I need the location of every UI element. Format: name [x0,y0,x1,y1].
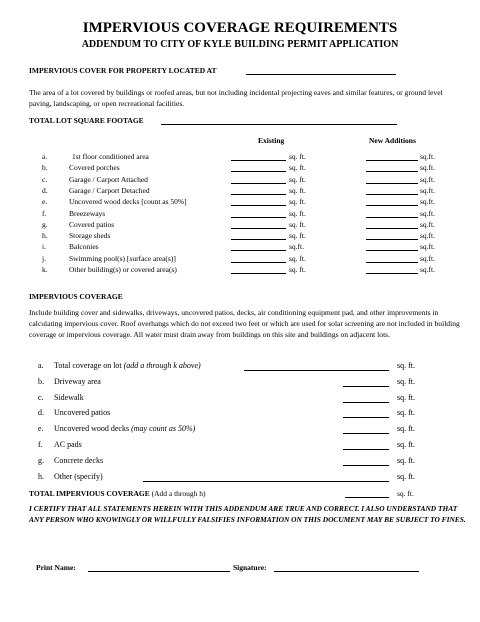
coverage-item [38,472,103,481]
table-row-label: 1st floor conditioned area [72,152,149,161]
existing-sqft-field[interactable] [231,171,286,172]
existing-unit: sq. ft. [289,163,306,173]
coverage-item [38,440,82,449]
coverage-item-letter: e. [38,424,44,434]
coverage-item-letter: a. [38,361,44,370]
existing-unit: sq. ft. [289,185,306,195]
table-row-label: Uncovered wood decks [count as 50%] [69,197,187,207]
existing-unit: sq. ft. [289,208,306,218]
table-row-letter: k. [42,265,48,274]
coverage-item-letter: b. [38,376,44,386]
table-row-letter: a. [42,152,48,161]
new-additions-sqft-field[interactable] [366,250,418,251]
coverage-item-field[interactable] [343,386,389,387]
coverage-item-note: (may count as 50%) [131,424,196,434]
coverage-item-field[interactable] [343,433,389,434]
coverage-item-unit: sq. ft. [397,455,415,465]
existing-sqft-field[interactable] [231,228,286,229]
coverage-item-unit: sq. ft. [397,408,415,418]
new-additions-sqft-field[interactable] [366,262,418,263]
coverage-item-label: Other (specify) [54,471,103,481]
existing-unit: sq. ft. [289,152,306,161]
new-additions-sqft-field[interactable] [366,228,418,229]
total-coverage-row [29,489,206,498]
table-row-letter: j. [42,253,46,263]
coverage-item-label: AC pads [54,440,82,449]
total-coverage-field[interactable] [345,497,389,498]
table-row-label: Balconies [69,242,99,252]
coverage-item-letter: d. [38,408,44,418]
coverage-item [38,424,195,433]
total-coverage-label: TOTAL IMPERVIOUS COVERAGE [29,489,150,498]
table-row-letter: g. [42,219,48,229]
coverage-item-label: Uncovered wood decks [54,424,130,434]
table-row-label: Other building(s) or covered area(s) [69,265,177,274]
coverage-item-note: (add a through k above) [123,361,201,370]
print-name-field[interactable] [88,571,230,572]
new-additions-unit: sq.ft. [420,197,435,207]
coverage-item-unit: sq. ft. [397,361,415,370]
table-row-letter: e. [42,197,48,207]
coverage-item-field[interactable] [143,481,389,482]
new-additions-sqft-field[interactable] [366,205,418,206]
table-row-letter: f. [42,208,47,218]
existing-unit: sq.ft. [289,242,304,252]
coverage-item [38,456,103,465]
coverage-item-unit: sq. ft. [397,376,415,386]
coverage-item-label: Concrete decks [54,455,104,465]
coverage-item-unit: sq. ft. [397,440,415,449]
table-row-letter: d. [42,185,48,195]
new-additions-unit: sq.ft. [420,242,435,252]
existing-unit: sq. ft. [289,253,306,263]
new-additions-sqft-field[interactable] [366,273,418,274]
table-row-letter: h. [42,231,48,241]
coverage-item-field[interactable] [343,417,389,418]
new-additions-unit: sq.ft. [420,219,435,229]
table-row-label: Swimming pool(s) [surface area(s)] [69,253,176,263]
coverage-heading: IMPERVIOUS COVERAGE [29,292,123,301]
table-row-label: Breezeways [69,208,106,218]
coverage-item-unit: sq. ft. [397,424,415,434]
new-additions-unit: sq.ft. [420,152,435,161]
existing-sqft-field[interactable] [231,194,286,195]
table-row-label: Garage / Carport Attached [69,174,148,184]
coverage-item-unit: sq. ft. [397,392,415,402]
coverage-item-label: Total coverage on lot [54,361,122,370]
coverage-item [38,377,101,386]
coverage-item-label: Sidewalk [54,392,84,402]
existing-sqft-field[interactable] [231,205,286,206]
signature-label: Signature: [233,563,267,572]
new-additions-sqft-field[interactable] [366,239,418,240]
table-row-letter: b. [42,163,48,173]
existing-sqft-field[interactable] [231,183,286,184]
lot-footage-field[interactable] [161,124,397,125]
print-name-label: Print Name: [36,563,76,572]
coverage-item [38,393,84,402]
existing-unit: sq. ft. [289,197,306,207]
col-existing-header: Existing [258,136,285,145]
new-additions-unit: sq.ft. [420,265,435,274]
coverage-item-field[interactable] [343,465,389,466]
new-additions-unit: sq.ft. [420,208,435,218]
page-subtitle: ADDENDUM TO CITY OF KYLE BUILDING PERMIT APPLICATION [81,39,399,50]
existing-unit: sq. ft. [289,174,306,184]
coverage-item-letter: f. [38,440,43,449]
new-additions-unit: sq.ft. [420,231,435,241]
coverage-item [38,408,110,417]
new-additions-unit: sq.ft. [420,163,435,173]
table-row-letter: i. [42,242,46,252]
existing-sqft-field[interactable] [231,239,286,240]
coverage-item [38,361,201,370]
new-additions-sqft-field[interactable] [366,183,418,184]
certification-statement: I CERTIFY THAT ALL STATEMENTS HEREIN WITH THIS ADDENDUM ARE TRUE AND CORRECT. I ALSO UNDERSTAND THAT ANY PERSON WHO KNOWINGLY OR WILLFULLY FALSIFIES INFORMATION ON THIS DOCUMENT MAY BE SUBJECT TO FINES. [29,504,466,524]
lot-footage-label: TOTAL LOT SQUARE FOOTAGE [29,116,144,125]
existing-sqft-field[interactable] [231,217,286,218]
new-additions-sqft-field[interactable] [366,217,418,218]
coverage-item-unit: sq. ft. [397,471,415,481]
impervious-definition: The area of a lot covered by buildings or roofed areas, but not including incidental projecting eaves and similar features, or ground level paving, landscaping, or open recreational facilities. [29,88,443,108]
col-new-header: New Additions [369,136,416,145]
coverage-item-letter: g. [38,455,44,465]
new-additions-unit: sq.ft. [420,174,435,184]
existing-sqft-field[interactable] [231,273,286,274]
coverage-item-field[interactable] [343,449,389,450]
existing-unit: sq. ft. [289,231,306,241]
existing-unit: sq. ft. [289,265,306,274]
table-row-label: Covered patios [69,219,115,229]
page-title: IMPERVIOUS COVERAGE REQUIREMENTS [82,20,398,36]
coverage-item-letter: h. [38,471,44,481]
property-address-field[interactable] [246,74,396,75]
table-row-label: Storage sheds [69,231,111,241]
new-additions-sqft-field[interactable] [366,194,418,195]
table-row-label: Covered porches [69,163,120,173]
coverage-item-letter: c. [38,392,44,402]
new-additions-sqft-field[interactable] [366,171,418,172]
coverage-item-field[interactable] [244,370,389,371]
coverage-item-field[interactable] [343,402,389,403]
existing-unit: sq. ft. [289,219,306,229]
total-coverage-note: (Add a through h) [151,489,206,498]
new-additions-unit: sq.ft. [420,253,435,263]
existing-sqft-field[interactable] [231,160,286,161]
property-label: IMPERVIOUS COVER FOR PROPERTY LOCATED AT [29,66,217,75]
coverage-item-label: Driveway area [54,376,101,386]
coverage-instructions: Include building cover and sidewalks, driveways, uncovered patios, decks, air conditioning equipment pad, and other improvements in calculating impervious cover. Roof overhangs which do not exceed two feet or which are used for solar screening are not included in building coverage or impervious coverage. All water must drain away from buildings on this site and buildings on adjacent lots. [29,308,460,339]
new-additions-sqft-field[interactable] [366,160,418,161]
existing-sqft-field[interactable] [231,250,286,251]
coverage-item-label: Uncovered patios [54,408,111,418]
table-row-label: Garage / Carport Detached [69,185,150,195]
new-additions-unit: sq.ft. [420,185,435,195]
table-row-letter: c. [42,174,48,184]
signature-field[interactable] [274,571,419,572]
total-coverage-unit: sq. ft. [397,489,414,498]
existing-sqft-field[interactable] [231,262,286,263]
